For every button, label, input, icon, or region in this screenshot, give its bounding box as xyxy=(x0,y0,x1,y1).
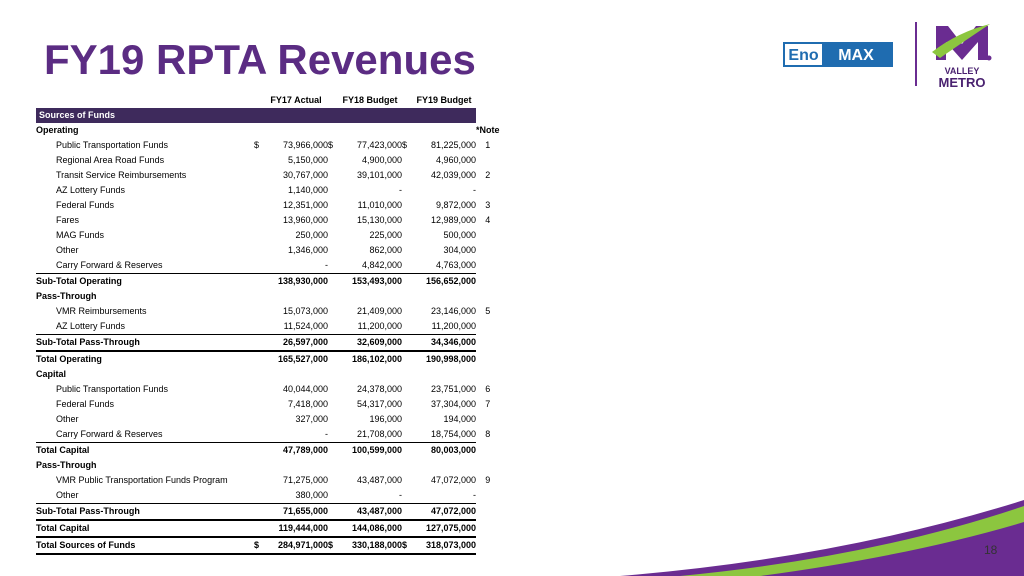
empty-cell xyxy=(264,367,328,382)
value-fy17: 284,971,000 xyxy=(264,537,328,554)
valley-metro-logo xyxy=(930,18,994,90)
note-ref: 9 xyxy=(485,475,491,485)
note-ref xyxy=(476,520,500,537)
currency-symbol xyxy=(254,183,264,198)
section-row xyxy=(36,289,500,304)
note-ref xyxy=(476,488,500,504)
value-fy17: 40,044,000 xyxy=(282,384,328,394)
note-ref xyxy=(476,153,500,168)
currency-symbol xyxy=(254,473,264,488)
table-row xyxy=(36,138,500,153)
value-fy19: 23,146,000 xyxy=(430,306,476,316)
currency-symbol xyxy=(254,198,264,213)
note-ref: 6 xyxy=(485,384,491,394)
value-fy18: 862,000 xyxy=(369,245,402,255)
currency-symbol xyxy=(328,168,338,183)
table-row xyxy=(36,243,500,258)
section-row xyxy=(36,458,500,473)
value-fy17: 5,150,000 xyxy=(287,155,328,165)
value-fy18: 11,200,000 xyxy=(357,321,402,331)
currency-symbol xyxy=(402,319,412,335)
currency-symbol xyxy=(328,274,338,290)
table-row xyxy=(36,213,500,228)
section-label: Operating xyxy=(36,125,79,135)
row-label: Total Capital xyxy=(36,443,254,459)
value-fy17: 327,000 xyxy=(295,414,328,424)
table-row xyxy=(36,258,500,274)
total-row xyxy=(36,351,500,367)
value-fy18: 21,708,000 xyxy=(356,429,402,439)
note-ref: 8 xyxy=(485,429,491,440)
currency-symbol xyxy=(328,504,338,521)
currency-symbol xyxy=(402,243,412,258)
currency-symbol xyxy=(402,198,412,213)
currency-symbol xyxy=(254,520,264,537)
empty-cell xyxy=(264,289,328,304)
currency-symbol xyxy=(402,304,412,319)
empty-cell xyxy=(338,289,402,304)
table-row xyxy=(36,488,500,504)
currency-symbol xyxy=(328,319,338,335)
currency-symbol xyxy=(254,319,264,335)
empty-cell xyxy=(412,367,476,382)
currency-symbol xyxy=(254,228,264,243)
note-ref: 7 xyxy=(485,399,491,409)
subtotal-row xyxy=(36,443,500,459)
row-label: Total Operating xyxy=(36,351,254,367)
value-fy17: 11,524,000 xyxy=(283,321,328,331)
currency-symbol: $ xyxy=(328,140,334,150)
currency-symbol xyxy=(402,427,412,443)
value-fy19: 156,652,000 xyxy=(412,274,476,290)
currency-symbol xyxy=(328,335,338,352)
subtotal-row xyxy=(36,274,500,290)
row-label: Transit Service Reimbursements xyxy=(56,170,187,180)
empty-cell xyxy=(412,458,476,473)
empty-cell xyxy=(402,367,412,382)
row-label: Federal Funds xyxy=(56,399,115,409)
currency-symbol xyxy=(328,443,338,459)
value-fy19: 47,072,000 xyxy=(412,504,476,521)
note-ref xyxy=(476,228,500,243)
currency-symbol xyxy=(402,258,412,274)
section-label: Pass-Through xyxy=(36,460,97,470)
svg-text:MAX: MAX xyxy=(838,47,874,64)
currency-symbol xyxy=(254,397,264,412)
value-fy19: 318,073,000 xyxy=(412,537,476,554)
value-fy19: 190,998,000 xyxy=(412,351,476,367)
currency-symbol xyxy=(328,243,338,258)
value-fy19: 9,872,000 xyxy=(435,200,476,210)
value-fy17: 73,966,000 xyxy=(282,140,328,150)
value-fy19: 127,075,000 xyxy=(412,520,476,537)
value-fy19: 500,000 xyxy=(443,230,476,240)
value-fy19: 80,003,000 xyxy=(412,443,476,459)
currency-symbol: $ xyxy=(328,537,338,554)
sources-header-row xyxy=(36,108,500,123)
empty-cell xyxy=(328,123,338,138)
table-row xyxy=(36,319,500,335)
value-fy17: 15,073,000 xyxy=(282,306,328,316)
currency-symbol xyxy=(402,382,412,397)
revenue-table-body xyxy=(36,93,500,554)
currency-symbol: $ xyxy=(254,140,260,150)
empty-cell xyxy=(338,123,402,138)
value-fy18: 39,101,000 xyxy=(356,170,402,180)
currency-symbol xyxy=(402,504,412,521)
value-fy18: 24,378,000 xyxy=(356,384,402,394)
column-header-row xyxy=(36,93,500,108)
currency-symbol xyxy=(328,213,338,228)
note-ref: 1 xyxy=(485,140,491,150)
value-fy17: 7,418,000 xyxy=(287,399,328,409)
row-label: Federal Funds xyxy=(56,200,115,210)
total-row xyxy=(36,520,500,537)
empty-cell xyxy=(402,458,412,473)
value-fy17: 119,444,000 xyxy=(264,520,328,537)
currency-symbol xyxy=(254,168,264,183)
value-fy17: - xyxy=(325,260,328,270)
final-row xyxy=(36,537,500,554)
svg-text:METRO: METRO xyxy=(938,75,986,90)
value-fy18: 196,000 xyxy=(369,414,402,424)
value-fy18: 54,317,000 xyxy=(356,399,402,409)
empty-cell xyxy=(264,123,328,138)
value-fy19: 42,039,000 xyxy=(430,170,476,180)
col-fy17-header: FY17 Actual xyxy=(270,95,322,105)
value-fy19: 11,200,000 xyxy=(431,321,476,331)
table-row xyxy=(36,304,500,319)
row-label: MAG Funds xyxy=(56,230,105,240)
value-fy17: 1,346,000 xyxy=(287,245,328,255)
currency-symbol xyxy=(254,274,264,290)
note-header xyxy=(476,458,500,473)
currency-symbol xyxy=(254,488,264,504)
table-row xyxy=(36,153,500,168)
subtotal-row xyxy=(36,504,500,521)
svg-text:Eno: Eno xyxy=(788,47,819,64)
currency-symbol xyxy=(254,443,264,459)
note-ref xyxy=(476,443,500,459)
note-header xyxy=(476,367,500,382)
section-label: Pass-Through xyxy=(36,291,97,301)
empty-cell xyxy=(328,458,338,473)
note-ref xyxy=(476,243,500,258)
empty-cell xyxy=(254,123,264,138)
section-label: Capital xyxy=(36,369,67,379)
col-fy19-header: FY19 Budget xyxy=(416,95,472,105)
value-fy18: 32,609,000 xyxy=(338,335,402,352)
row-label: Carry Forward & Reserves xyxy=(56,260,163,270)
value-fy18: - xyxy=(399,490,402,500)
value-fy19: 18,754,000 xyxy=(430,429,476,439)
section-row xyxy=(36,367,500,382)
row-label: Public Transportation Funds xyxy=(56,140,169,150)
logo-divider xyxy=(915,22,917,86)
currency-symbol xyxy=(328,488,338,504)
currency-symbol xyxy=(254,153,264,168)
currency-symbol xyxy=(402,520,412,537)
currency-symbol xyxy=(402,168,412,183)
section-row xyxy=(36,123,500,138)
empty-cell xyxy=(254,367,264,382)
row-label: Carry Forward & Reserves xyxy=(56,429,163,439)
currency-symbol xyxy=(254,258,264,274)
row-label: Total Sources of Funds xyxy=(36,537,254,554)
empty-cell xyxy=(254,458,264,473)
value-fy17: 71,275,000 xyxy=(282,475,328,485)
value-fy19: 4,763,000 xyxy=(435,260,476,270)
empty-cell xyxy=(402,123,412,138)
row-label: Sub-Total Operating xyxy=(36,274,254,290)
decorative-swoosh xyxy=(620,500,1024,576)
value-fy18: - xyxy=(399,185,402,195)
value-fy18: 43,487,000 xyxy=(356,475,402,485)
value-fy17: 1,140,000 xyxy=(287,185,328,195)
value-fy19: 81,225,000 xyxy=(430,140,476,150)
value-fy17: 30,767,000 xyxy=(282,170,328,180)
value-fy17: 26,597,000 xyxy=(264,335,328,352)
table-row xyxy=(36,427,500,443)
note-ref xyxy=(476,335,500,352)
note-ref: 3 xyxy=(485,200,491,210)
currency-symbol xyxy=(328,183,338,198)
value-fy18: 153,493,000 xyxy=(338,274,402,290)
empty-cell xyxy=(328,367,338,382)
currency-symbol xyxy=(254,504,264,521)
row-label: AZ Lottery Funds xyxy=(56,321,126,331)
currency-symbol xyxy=(402,153,412,168)
svg-text:VALLEY: VALLEY xyxy=(944,66,980,76)
currency-symbol: $ xyxy=(254,537,264,554)
note-ref xyxy=(476,258,500,274)
note-ref xyxy=(476,537,500,554)
currency-symbol xyxy=(254,412,264,427)
value-fy17: 12,351,000 xyxy=(282,200,328,210)
currency-symbol xyxy=(328,228,338,243)
value-fy17: 47,789,000 xyxy=(264,443,328,459)
empty-cell xyxy=(412,289,476,304)
value-fy18: 77,423,000 xyxy=(356,140,402,150)
currency-symbol xyxy=(254,335,264,352)
table-row xyxy=(36,382,500,397)
value-fy19: - xyxy=(473,185,476,195)
value-fy19: 23,751,000 xyxy=(430,384,476,394)
enomax-logo xyxy=(783,42,893,67)
currency-symbol xyxy=(402,228,412,243)
currency-symbol xyxy=(402,351,412,367)
currency-symbol xyxy=(328,427,338,443)
value-fy18: 43,487,000 xyxy=(338,504,402,521)
note-ref xyxy=(476,183,500,198)
value-fy17: 165,527,000 xyxy=(264,351,328,367)
row-label: Sub-Total Pass-Through xyxy=(36,335,254,352)
empty-cell xyxy=(264,458,328,473)
currency-symbol xyxy=(254,213,264,228)
currency-symbol xyxy=(254,427,264,443)
currency-symbol xyxy=(402,443,412,459)
value-fy19: 194,000 xyxy=(443,414,476,424)
currency-symbol xyxy=(328,520,338,537)
row-label: Other xyxy=(56,245,79,255)
value-fy19: - xyxy=(473,490,476,500)
value-fy18: 186,102,000 xyxy=(338,351,402,367)
currency-symbol xyxy=(254,382,264,397)
value-fy18: 4,900,000 xyxy=(361,155,402,165)
row-label: AZ Lottery Funds xyxy=(56,185,126,195)
value-fy19: 12,989,000 xyxy=(430,215,476,225)
currency-symbol xyxy=(402,397,412,412)
currency-symbol xyxy=(402,183,412,198)
note-ref xyxy=(476,504,500,521)
subtotal-row xyxy=(36,335,500,352)
table-row xyxy=(36,412,500,427)
value-fy17: 13,960,000 xyxy=(282,215,328,225)
value-fy19: 4,960,000 xyxy=(435,155,476,165)
currency-symbol xyxy=(328,382,338,397)
table-row xyxy=(36,168,500,183)
value-fy18: 15,130,000 xyxy=(356,215,402,225)
value-fy19: 304,000 xyxy=(443,245,476,255)
currency-symbol xyxy=(254,351,264,367)
empty-cell xyxy=(338,458,402,473)
note-ref xyxy=(476,351,500,367)
currency-symbol xyxy=(402,412,412,427)
row-label: VMR Public Transportation Funds Program xyxy=(56,475,228,485)
currency-symbol: $ xyxy=(402,537,412,554)
row-label: Regional Area Road Funds xyxy=(56,155,165,165)
currency-symbol xyxy=(402,213,412,228)
value-fy18: 11,010,000 xyxy=(357,200,402,210)
currency-symbol xyxy=(328,473,338,488)
note-header: *Note xyxy=(476,125,500,135)
currency-symbol xyxy=(328,258,338,274)
currency-symbol xyxy=(328,351,338,367)
revenue-table xyxy=(36,93,500,555)
empty-cell xyxy=(254,289,264,304)
sources-of-funds-header: Sources of Funds xyxy=(36,108,476,123)
table-row xyxy=(36,228,500,243)
value-fy18: 21,409,000 xyxy=(356,306,402,316)
value-fy19: 37,304,000 xyxy=(430,399,476,409)
currency-symbol xyxy=(402,488,412,504)
currency-symbol xyxy=(402,274,412,290)
col-fy18-header: FY18 Budget xyxy=(342,95,398,105)
row-label: Other xyxy=(56,490,79,500)
note-ref xyxy=(476,274,500,290)
note-ref: 4 xyxy=(485,215,491,225)
currency-symbol: $ xyxy=(402,140,408,150)
row-label: Fares xyxy=(56,215,80,225)
note-ref xyxy=(476,319,500,335)
value-fy17: - xyxy=(325,429,328,439)
empty-cell xyxy=(402,289,412,304)
value-fy18: 225,000 xyxy=(369,230,402,240)
empty-cell xyxy=(328,289,338,304)
note-ref: 5 xyxy=(485,306,491,316)
note-ref: 2 xyxy=(485,170,491,180)
row-label: VMR Reimbursements xyxy=(56,306,147,316)
value-fy19: 47,072,000 xyxy=(430,475,476,485)
value-fy18: 4,842,000 xyxy=(361,260,402,270)
currency-symbol xyxy=(402,335,412,352)
note-ref xyxy=(476,412,500,427)
value-fy17: 71,655,000 xyxy=(264,504,328,521)
table-row xyxy=(36,473,500,488)
empty-cell xyxy=(338,367,402,382)
value-fy18: 100,599,000 xyxy=(338,443,402,459)
currency-symbol xyxy=(328,397,338,412)
value-fy17: 250,000 xyxy=(295,230,328,240)
currency-symbol xyxy=(328,412,338,427)
empty-cell xyxy=(412,123,476,138)
slide-number: 18 xyxy=(984,543,998,557)
note-header xyxy=(476,289,500,304)
currency-symbol xyxy=(328,304,338,319)
table-row xyxy=(36,198,500,213)
page-title: FY19 RPTA Revenues xyxy=(44,36,476,83)
value-fy19: 34,346,000 xyxy=(412,335,476,352)
currency-symbol xyxy=(254,243,264,258)
currency-symbol xyxy=(402,473,412,488)
table-row xyxy=(36,183,500,198)
currency-symbol xyxy=(328,198,338,213)
value-fy17: 138,930,000 xyxy=(264,274,328,290)
currency-symbol xyxy=(328,153,338,168)
row-label: Total Capital xyxy=(36,520,254,537)
value-fy18: 330,188,000 xyxy=(338,537,402,554)
table-row xyxy=(36,397,500,412)
value-fy18: 144,086,000 xyxy=(338,520,402,537)
row-label: Sub-Total Pass-Through xyxy=(36,504,254,521)
row-label: Other xyxy=(56,414,79,424)
value-fy17: 380,000 xyxy=(295,490,328,500)
row-label: Public Transportation Funds xyxy=(56,384,169,394)
currency-symbol xyxy=(254,304,264,319)
